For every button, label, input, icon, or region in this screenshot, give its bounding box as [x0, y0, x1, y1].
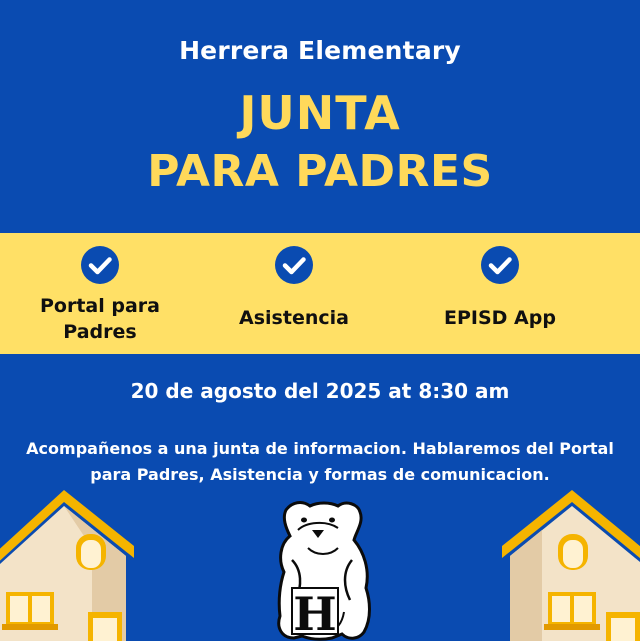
mascot-letter: H — [293, 587, 337, 641]
school-name: Herrera Elementary — [179, 36, 461, 65]
topic-episd-app — [400, 233, 600, 354]
house-right-icon — [502, 488, 640, 641]
event-date: 20 de agosto del 2025 at 8:30 am — [130, 379, 510, 403]
topic-label-line-2: Padres — [63, 321, 137, 343]
title-line-2: PARA PADRES — [147, 146, 493, 197]
check-circle-icon — [275, 246, 313, 284]
topic-label: EPISD App — [444, 307, 556, 329]
description-line-1: Acompañenos a una junta de informacion. Hablaremos del Portal — [26, 439, 614, 458]
topic-label-line-1: Portal para — [40, 295, 160, 317]
description-line-2: para Padres, Asistencia y formas de comunicacion. — [90, 465, 550, 484]
topic-label: Asistencia — [239, 307, 349, 329]
topic-portal — [0, 233, 200, 354]
check-circle-icon — [81, 246, 119, 284]
topic-asistencia — [194, 233, 394, 354]
event-description — [10, 436, 630, 488]
polar-bear-mascot-icon — [272, 500, 374, 641]
check-circle-icon — [481, 246, 519, 284]
topics-band — [0, 233, 640, 354]
title-line-1: JUNTA — [239, 86, 401, 140]
house-left-icon — [0, 488, 142, 641]
